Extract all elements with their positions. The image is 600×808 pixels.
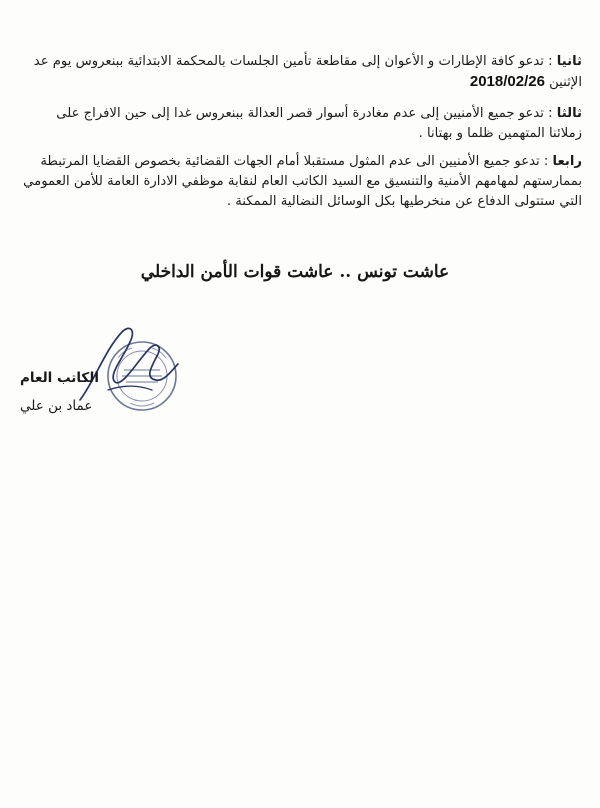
signatory-name: عماد بن علي: [20, 398, 93, 414]
signatory-title: الكاتب العام: [20, 370, 99, 386]
paragraph-fourth-lead: رابعا: [552, 154, 582, 169]
closing-slogan: عاشت تونس .. عاشت قوات الأمن الداخلي: [140, 262, 450, 282]
paragraph-third: [22, 104, 582, 144]
paragraph-third-lead: ثالثا: [556, 106, 582, 121]
paragraph-third-text: : تدعو جميع الأمنيين إلى عدم مغادرة أسوار قصر العدالة ببنعروس غدا إلى حين الافراج على زملائنا المتهمين ظلما و بهتانا .: [56, 106, 582, 141]
paragraph-second-lead: ثانيا: [556, 54, 582, 69]
paragraph-fourth-text: : تدعو جميع الأمنيين الى عدم المثول مستقبلا أمام الجهات القضائية بخصوص القضايا المرتبطة بممارستهم لمهامهم الأمنية والتنسيق مع السيد الكاتب العام لنقابة موظفي الادارة العامة للأمن العمومي التي ستتولى الدفاع عن منخرطيها بكل الوسائل النضالية الممكنة .: [23, 154, 582, 209]
paragraph-second-text: : تدعو كافة الإطارات و الأعوان إلى مقاطعة تأمين الجلسات بالمحكمة الابتدائية ببنعروس يوم عد الإثنين: [33, 54, 582, 90]
paragraph-second-date: 2018/02/26: [469, 73, 545, 90]
paragraph-second: [22, 52, 582, 93]
paragraph-fourth: [22, 152, 582, 212]
